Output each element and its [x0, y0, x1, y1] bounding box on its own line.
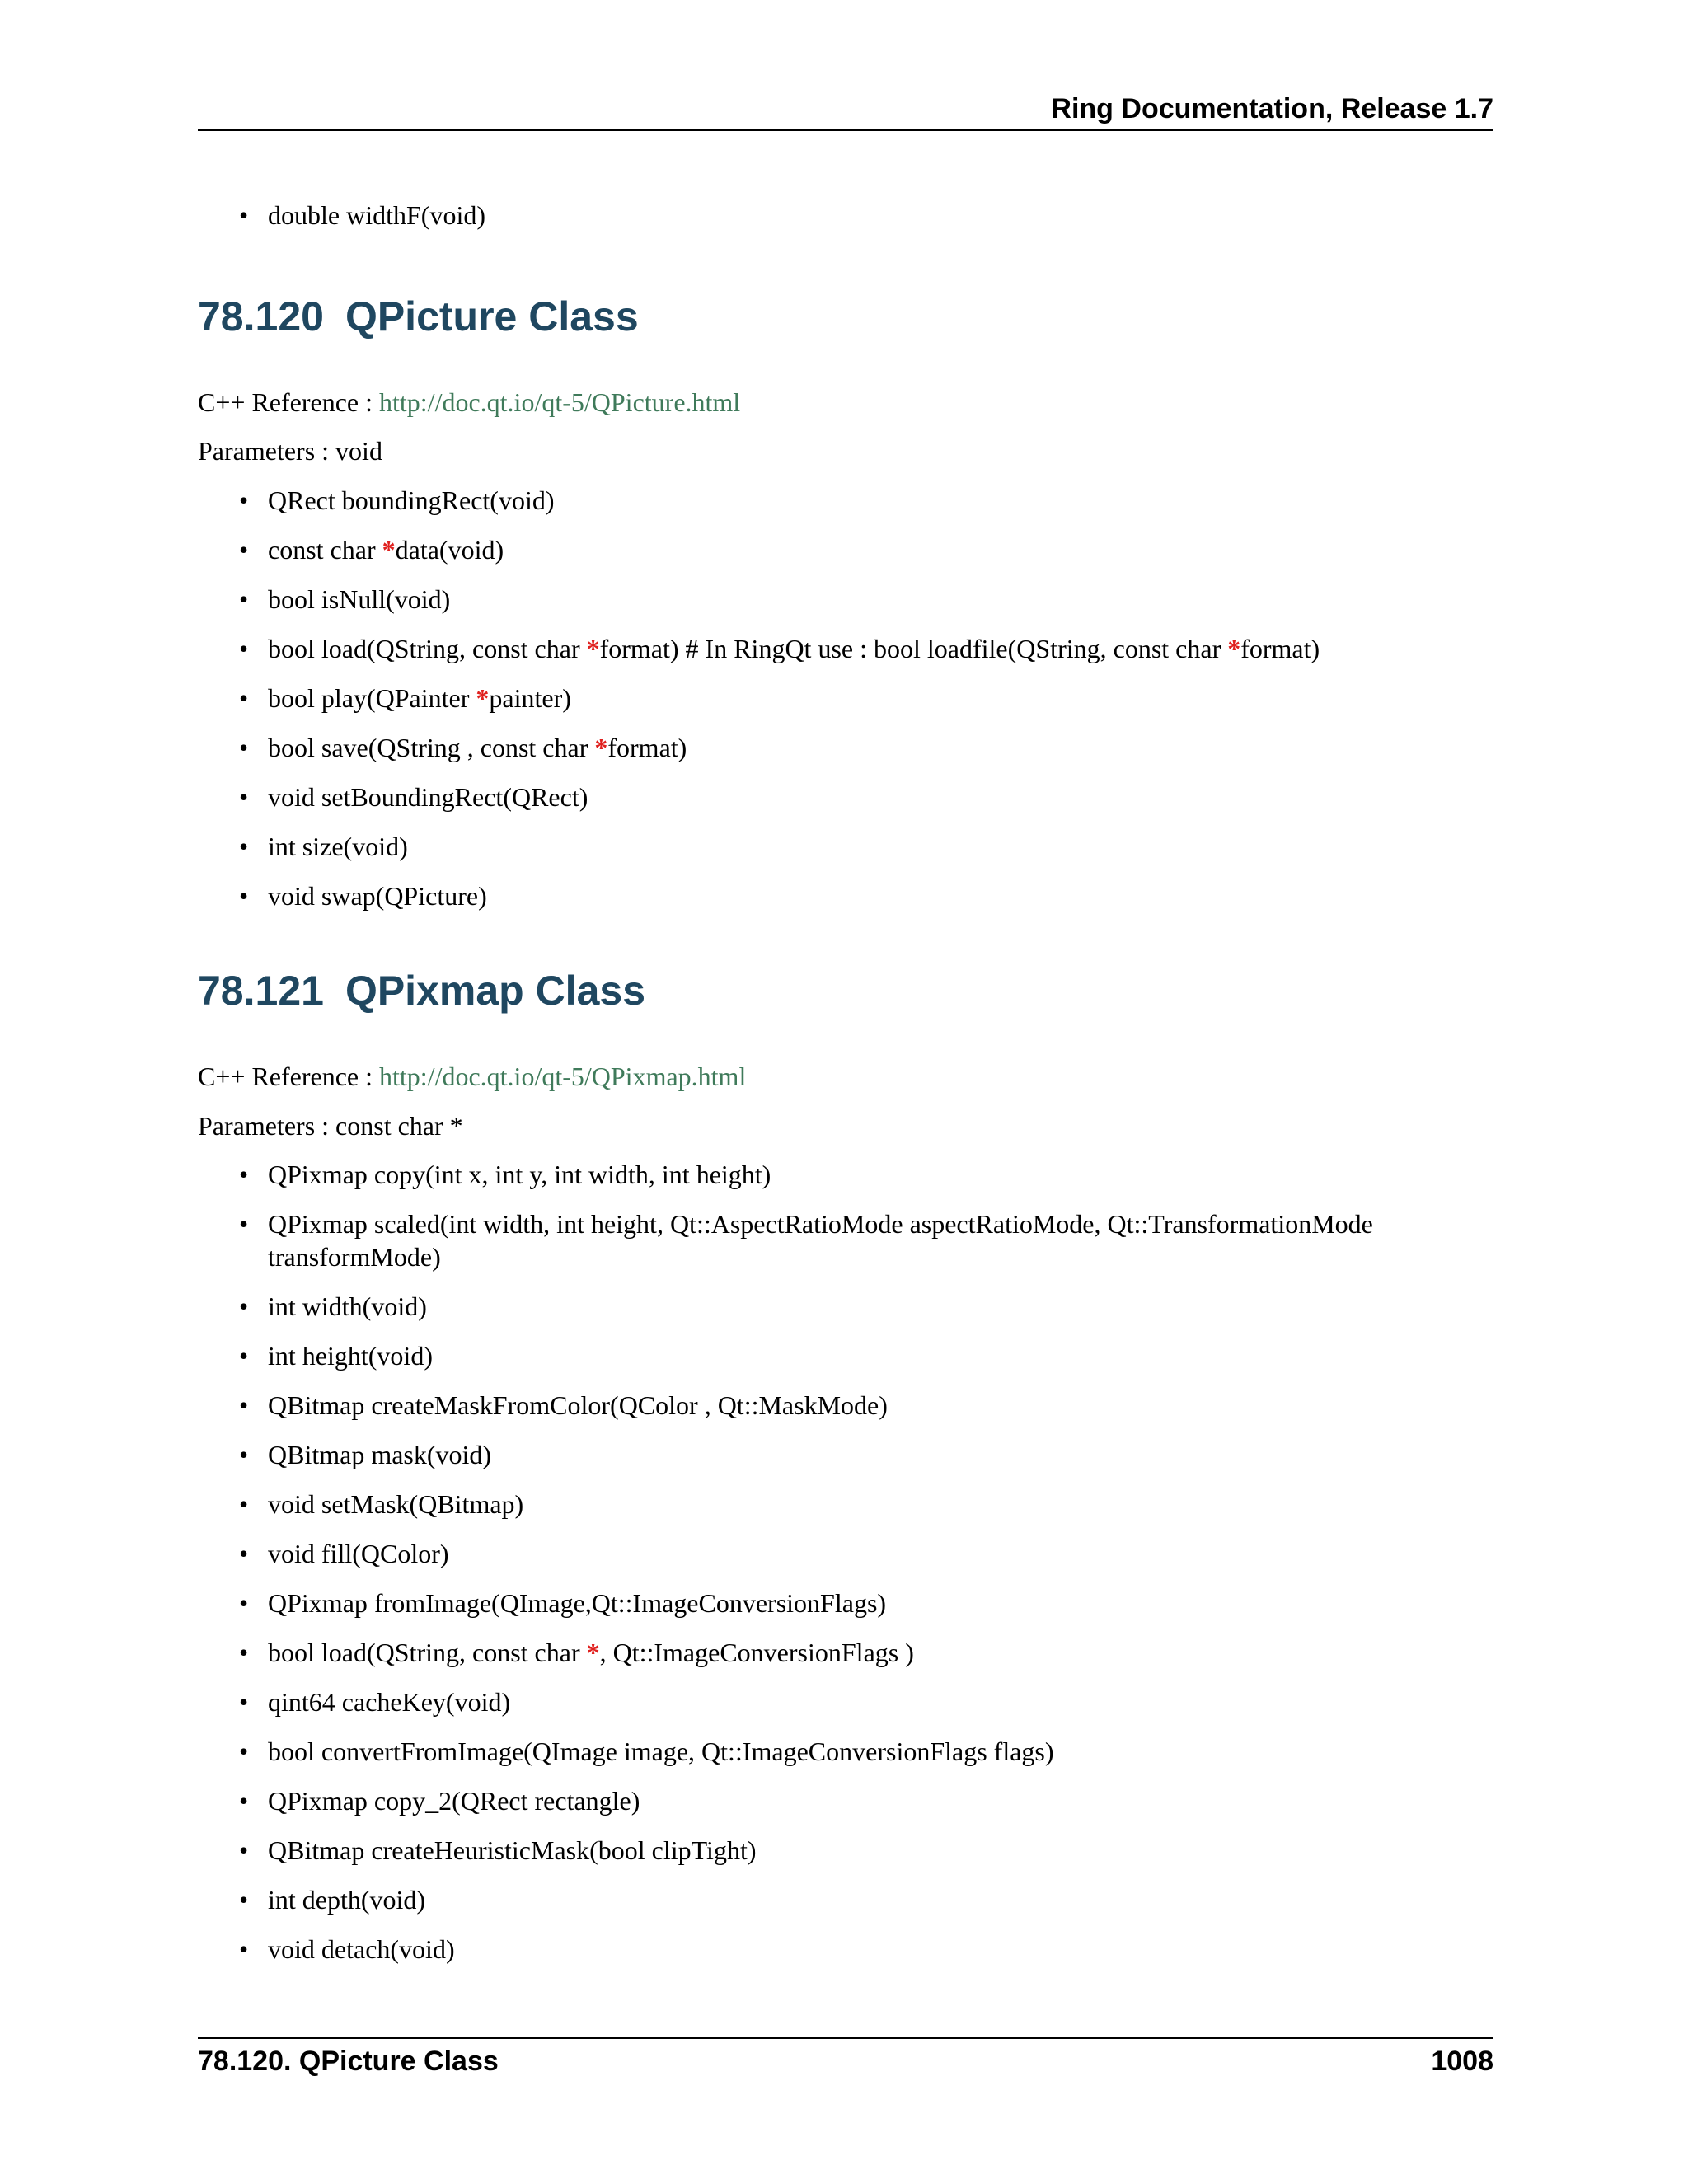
list-item: • void swap(QPicture)	[0, 879, 1688, 912]
item-text: bool load(QString, const char	[268, 1638, 587, 1667]
list-item: • int depth(void)	[0, 1883, 1688, 1916]
item-text: , Qt::ImageConversionFlags )	[599, 1638, 914, 1667]
section-title: QPicture Class	[345, 293, 639, 340]
list-item: • QRect boundingRect(void)	[0, 484, 1688, 517]
section-number: 78.121	[198, 968, 324, 1014]
page-number: 1008	[1431, 2046, 1493, 2077]
item-text: bool save(QString , const char	[268, 733, 595, 762]
reference-link-qpicture[interactable]: http://doc.qt.io/qt-5/QPicture.html	[379, 387, 741, 417]
list-item: • int height(void)	[0, 1339, 1688, 1372]
list-item: • bool convertFromImage(QImage image, Qt::ImageConversionFlags flags)	[0, 1735, 1688, 1768]
list-item: • int width(void)	[0, 1290, 1688, 1323]
section-title: QPixmap Class	[345, 968, 645, 1014]
footer-rule	[198, 2037, 1493, 2039]
pointer-marker: *	[1227, 634, 1241, 663]
list-item: • QBitmap createHeuristicMask(bool clipTight)	[0, 1834, 1688, 1867]
pointer-marker: *	[382, 535, 396, 565]
item-text: format)	[1240, 634, 1320, 663]
list-item: • double widthF(void)	[0, 199, 1688, 232]
reference-label: C++ Reference :	[198, 387, 379, 417]
item-text: bool load(QString, const char	[268, 634, 587, 663]
list-item: • qint64 cacheKey(void)	[0, 1685, 1688, 1718]
method-list-qpixmap	[0, 1158, 1688, 1982]
list-item	[0, 533, 1688, 566]
list-item: • QPixmap fromImage(QImage,Qt::ImageConversionFlags)	[0, 1586, 1688, 1619]
list-item: • int size(void)	[0, 830, 1688, 863]
parameters-line: Parameters : void	[198, 436, 382, 466]
list-item: • void setBoundingRect(QRect)	[0, 780, 1688, 813]
section-number: 78.120	[198, 293, 324, 340]
item-text: format)	[607, 733, 687, 762]
footer-section: 78.120. QPicture Class	[198, 2046, 499, 2077]
item-text: const char	[268, 535, 382, 565]
intro-list	[0, 199, 1688, 248]
list-item: • QBitmap createMaskFromColor(QColor , Qt::MaskMode)	[0, 1389, 1688, 1422]
list-item: • void fill(QColor)	[0, 1537, 1688, 1570]
list-item: • QPixmap copy(int x, int y, int width, int height)	[0, 1158, 1688, 1191]
reference-label: C++ Reference :	[198, 1062, 379, 1091]
pointer-marker: *	[586, 1638, 600, 1667]
section-heading-qpixmap	[198, 966, 645, 1015]
pointer-marker: *	[586, 634, 600, 663]
method-list-qpicture	[0, 484, 1688, 929]
cpp-reference	[198, 386, 740, 419]
list-item: • bool isNull(void)	[0, 583, 1688, 616]
list-item: • QPixmap copy_2(QRect rectangle)	[0, 1784, 1688, 1817]
list-item: • QPixmap scaled(int width, int height, Qt::AspectRatioMode aspectRatioMode, Qt::TransformationMode transformMode)	[0, 1207, 1688, 1273]
list-item: • void setMask(QBitmap)	[0, 1488, 1688, 1521]
section-heading-qpicture	[198, 292, 639, 341]
list-item	[0, 632, 1688, 665]
parameters-line: Parameters : const char *	[198, 1111, 463, 1141]
running-header: Ring Documentation, Release 1.7	[1051, 93, 1493, 124]
pointer-marker: *	[594, 733, 608, 762]
item-text: bool play(QPainter	[268, 683, 476, 713]
pointer-marker: *	[476, 683, 490, 713]
list-item: • void detach(void)	[0, 1933, 1688, 1966]
item-text: painter)	[489, 683, 571, 713]
list-item	[0, 731, 1688, 764]
list-item	[0, 682, 1688, 715]
cpp-reference	[198, 1060, 746, 1093]
list-item: • QBitmap mask(void)	[0, 1438, 1688, 1471]
reference-link-qpixmap[interactable]: http://doc.qt.io/qt-5/QPixmap.html	[379, 1062, 747, 1091]
item-text: data(void)	[395, 535, 504, 565]
list-item	[0, 1636, 1688, 1669]
item-text: format) # In RingQt use : bool loadfile(QString, const char	[599, 634, 1228, 663]
running-footer	[198, 2043, 1493, 2079]
header-rule	[198, 129, 1493, 131]
